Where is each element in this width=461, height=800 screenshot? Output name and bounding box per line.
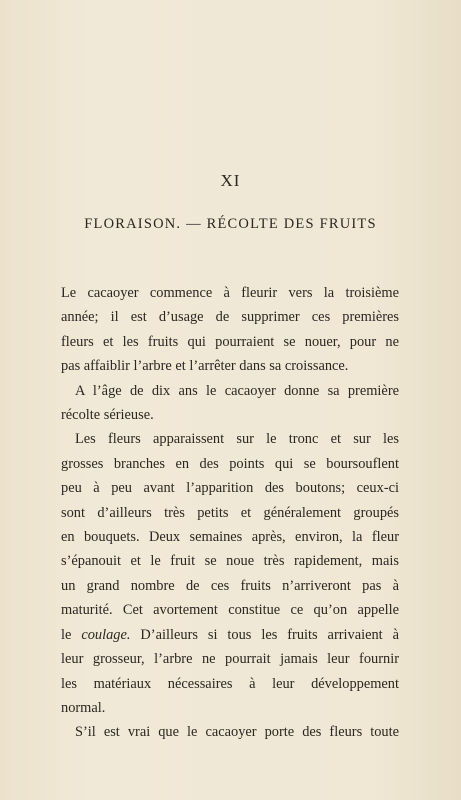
text-line: récolte sérieuse. [61,407,154,424]
text-line: les matériaux nécessaires à leur développement [61,675,399,692]
text-line: pas affaiblir l’arbre et l’arrêter dans sa croissance. [61,358,349,375]
text-line: sont d’ailleurs très petits et généralement groupés [61,504,399,521]
text-line: année; il est d’usage de supprimer ces premières [61,309,399,326]
text-line: Le cacaoyer commence à fleurir vers la troisième [61,285,399,301]
text-line: un grand nombre de ces fruits n’arriveront pas à [61,577,399,594]
italic-term: coulage. [81,626,131,643]
text-line: leur grosseur, l’arbre ne pourrait jamais leur fournir [61,651,399,668]
text-line-mixed [61,623,399,647]
text-segment: D’ailleurs si tous les fruits arrivaient à [130,626,400,643]
text-line: A l’âge de dix ans le cacaoyer donne sa première [75,382,399,399]
text-line: maturité. Cet avortement constitue ce qu’on appelle [61,602,399,619]
text-line: fleurs et les fruits qui pourraient se nouer, pour ne [61,333,399,350]
text-line: normal. [61,699,106,716]
text-line: en bouquets. Deux semaines après, environ, la fleur [61,529,399,546]
body-text [61,281,399,745]
text-line: s’épanouit et le fruit se noue très rapidement, mais [61,553,399,570]
text-segment: le [61,626,82,643]
text-line: Les fleurs apparaissent sur le tronc et sur les [75,431,399,448]
text-line: peu à peu avant l’apparition des boutons; ceux-ci [61,480,399,497]
chapter-number: XI [220,171,241,190]
chapter-title: FLORAISON. — RÉCOLTE DES FRUITS [84,216,377,232]
text-line: S’il est vrai que le cacaoyer porte des fleurs toute [75,724,399,741]
text-line: grosses branches en des points qui se boursouflent [61,455,399,472]
